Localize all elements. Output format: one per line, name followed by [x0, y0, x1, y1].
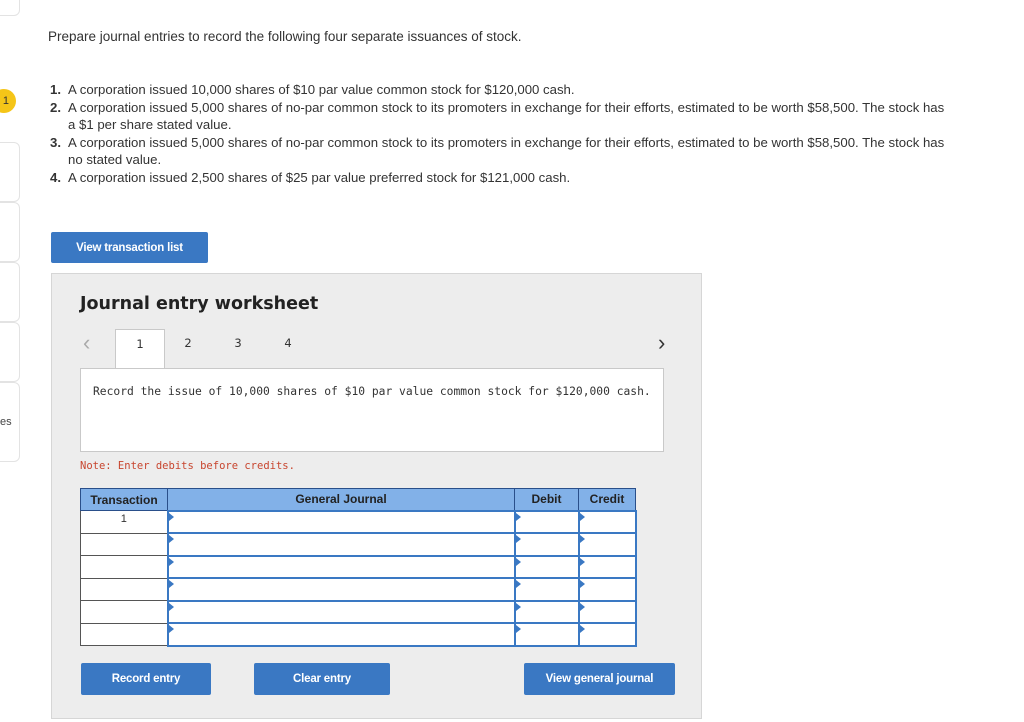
debit-input[interactable]: [515, 533, 579, 556]
view-transaction-list-button[interactable]: View transaction list: [51, 232, 208, 263]
credit-input[interactable]: [579, 556, 636, 579]
table-header-row: [81, 489, 636, 511]
table-row: [81, 533, 636, 556]
sidebar-badge: 1: [0, 89, 16, 113]
debit-input[interactable]: [515, 578, 579, 601]
instructions-intro: Prepare journal entries to record the following four separate issuances of stock.: [48, 29, 522, 44]
table-row: [81, 623, 636, 646]
chevron-left-icon[interactable]: ‹: [83, 330, 91, 355]
debit-credit-note: Note: Enter debits before credits.: [80, 460, 295, 472]
table-row: [81, 578, 636, 601]
transaction-tabs: [80, 329, 680, 367]
debit-input[interactable]: [515, 556, 579, 579]
general-journal-input[interactable]: [168, 578, 515, 601]
table-row: [81, 556, 636, 579]
tab-2[interactable]: 2: [184, 336, 192, 350]
tab-1[interactable]: 1: [115, 329, 165, 369]
table-row: [81, 511, 636, 534]
sidebar-card[interactable]: [0, 0, 20, 16]
credit-input[interactable]: [579, 533, 636, 556]
debit-input[interactable]: [515, 511, 579, 534]
transaction-cell: 1: [81, 511, 168, 534]
clear-entry-button[interactable]: Clear entry: [254, 663, 390, 695]
transaction-prompt: Record the issue of 10,000 shares of $10 par value common stock for $120,000 cash.: [80, 368, 664, 452]
credit-input[interactable]: [579, 601, 636, 624]
tab-3[interactable]: 3: [234, 336, 242, 350]
sidebar-card[interactable]: [0, 202, 20, 262]
general-journal-input[interactable]: [168, 533, 515, 556]
tab-4[interactable]: 4: [284, 336, 292, 350]
journal-table: [80, 488, 637, 647]
table-row: [81, 601, 636, 624]
general-journal-input[interactable]: [168, 556, 515, 579]
journal-entry-worksheet: [51, 273, 702, 719]
header-general-journal: General Journal: [168, 489, 515, 511]
transaction-cell: [81, 533, 168, 556]
list-item: [50, 169, 950, 187]
header-credit: Credit: [579, 489, 636, 511]
chevron-right-icon[interactable]: ›: [658, 330, 666, 355]
item-text: A corporation issued 10,000 shares of $10 par value common stock for $120,000 cash.: [68, 82, 575, 97]
item-text: A corporation issued 5,000 shares of no-par common stock to its promoters in exchange for their efforts, estimated to be worth $58,500. The stock has a $1 per share stated value.: [68, 99, 945, 133]
item-number: 2.: [50, 99, 61, 115]
item-number: 4.: [50, 169, 61, 185]
sidebar-card[interactable]: [0, 262, 20, 322]
worksheet-title: Journal entry worksheet: [80, 294, 319, 314]
header-transaction: Transaction: [81, 489, 168, 511]
general-journal-input[interactable]: [168, 623, 515, 646]
transaction-cell: [81, 601, 168, 624]
header-debit: Debit: [515, 489, 579, 511]
item-text: A corporation issued 5,000 shares of no-par common stock to its promoters in exchange for their efforts, estimated to be worth $58,500. The stock has no stated value.: [68, 134, 945, 168]
list-item: [50, 134, 950, 169]
credit-input[interactable]: [579, 578, 636, 601]
item-text: A corporation issued 2,500 shares of $25 par value preferred stock for $121,000 cash.: [68, 169, 571, 185]
credit-input[interactable]: [579, 511, 636, 534]
view-general-journal-button[interactable]: View general journal: [524, 663, 675, 695]
list-item: [50, 81, 950, 99]
requirements-list: [50, 81, 950, 187]
item-number: 1.: [50, 82, 61, 97]
record-entry-button[interactable]: Record entry: [81, 663, 211, 695]
item-number: 3.: [50, 134, 61, 150]
credit-input[interactable]: [579, 623, 636, 646]
sidebar-card[interactable]: [0, 322, 20, 382]
debit-input[interactable]: [515, 623, 579, 646]
transaction-cell: [81, 623, 168, 646]
general-journal-input[interactable]: [168, 601, 515, 624]
transaction-cell: [81, 556, 168, 579]
general-journal-input[interactable]: [168, 511, 515, 534]
list-item: [50, 99, 950, 134]
debit-input[interactable]: [515, 601, 579, 624]
sidebar-partial-label: es: [0, 416, 12, 428]
transaction-cell: [81, 578, 168, 601]
sidebar-card[interactable]: [0, 142, 20, 202]
